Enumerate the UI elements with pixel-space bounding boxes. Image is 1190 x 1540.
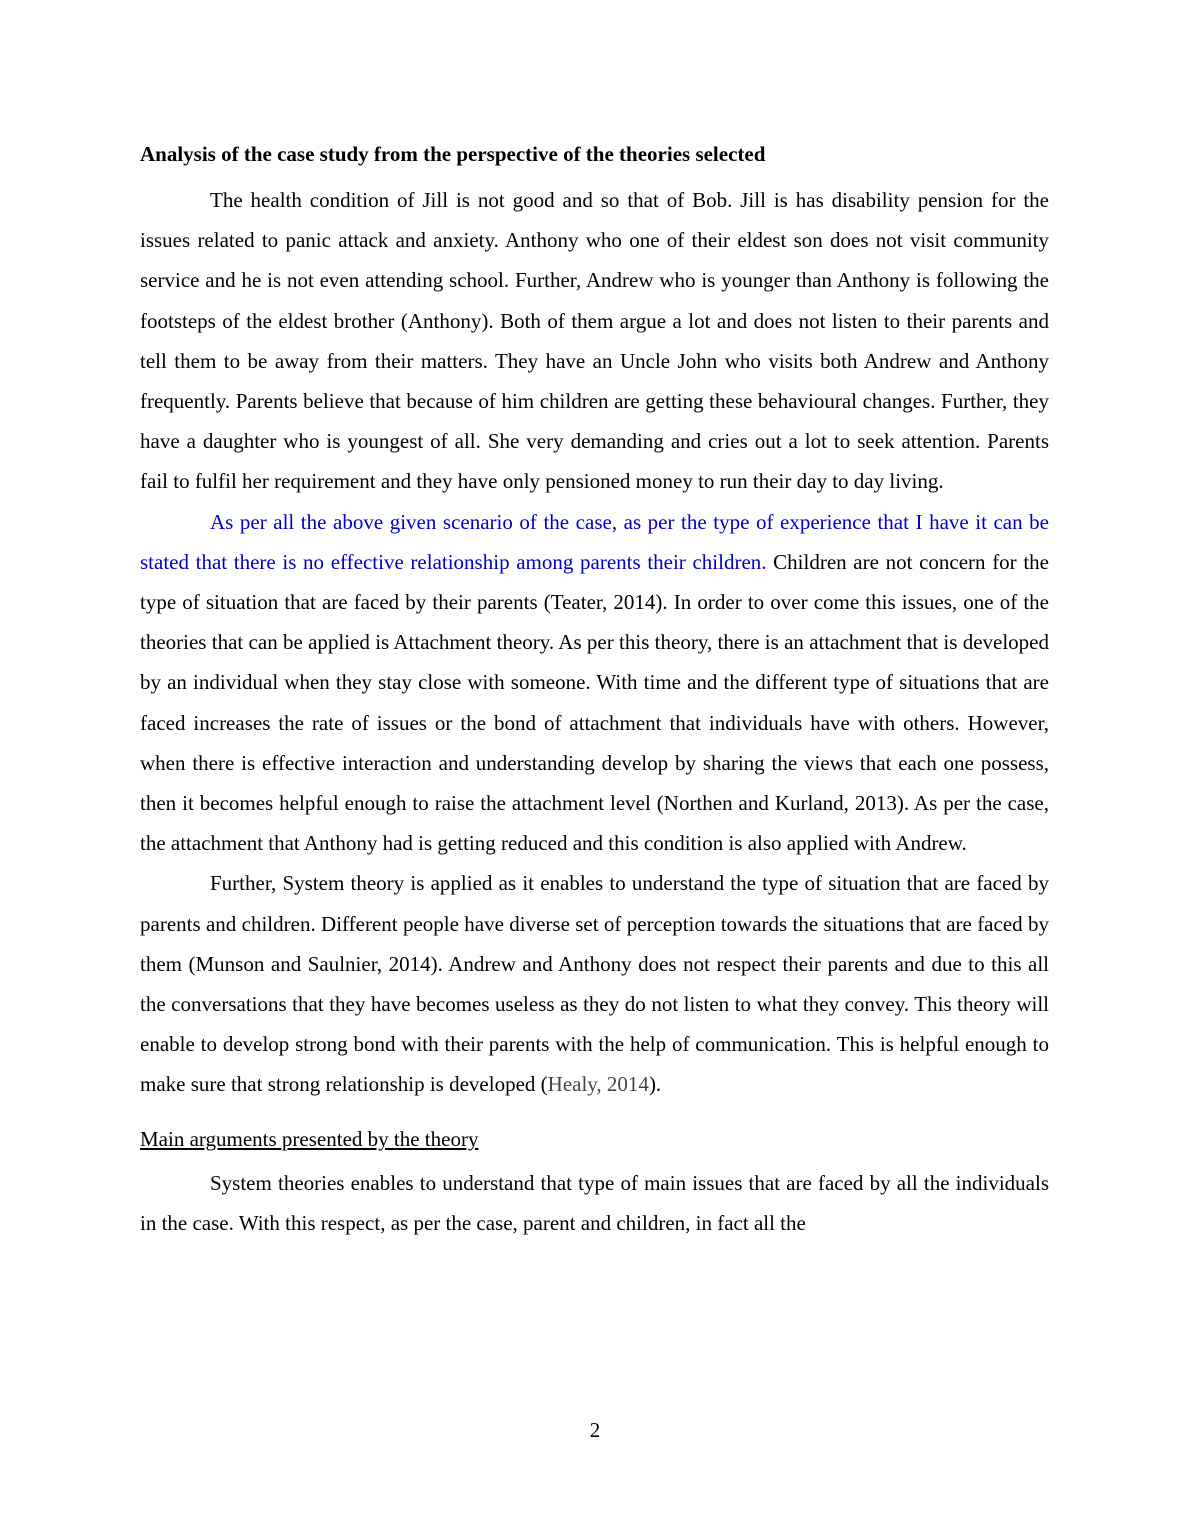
document-page [140, 140, 1049, 1243]
paragraph-system-theory [140, 863, 1049, 1104]
paragraph-case-summary: The health condition of Jill is not good and so that of Bob. Jill is has disability pension for the issues related to panic attack and anxiety. Anthony who one of their eldest son does not visit community service and he is not even attending school. Further, Andrew who is younger than Anthony is following the footsteps of the eldest brother (Anthony). Both of them argue a lot and does not listen to their parents and tell them to be away from their matters. They have an Uncle John who visits both Andrew and Anthony frequently. Parents believe that because of him children are getting these behavioural changes. Further, they have a daughter who is youngest of all. She very demanding and cries out a lot to seek attention. Parents fail to fulfil her requirement and they have only pensioned money to run their day to day living. [140, 188, 1049, 494]
page-number: 2 [589, 1418, 601, 1442]
section-heading: Analysis of the case study from the perspective of the theories selected [140, 142, 766, 166]
subsection-heading: Main arguments presented by the theory [140, 1126, 479, 1151]
highlighted-sentence: As per all the above given scenario of the case, as per the type of experience that I have it can be stated that there is no effective relationship among parents their children. [140, 509, 1049, 574]
paragraph-main-arguments: System theories enables to understand that type of main issues that are faced by all the individuals in the case. With this respect, as per the case, parent and children, in fact all the [140, 1170, 1049, 1235]
paragraph-attachment-theory [140, 502, 1049, 864]
paragraph-text: Further, System theory is applied as it enables to understand the type of situation that are faced by parents and children. Different people have diverse set of perception towards the situations that are faced by them (Munson and Saulnier, 2014). Andrew and Anthony does not respect their parents and due to this all the conversations that they have becomes useless as they do not listen to what they convey. This theory will enable to develop strong bond with their parents with the help of communication. This is helpful enough to make sure that strong relationship is developed ( [140, 871, 1049, 1097]
citation: Healy, 2014 [547, 1072, 649, 1097]
paragraph-text-end: ). [648, 1072, 662, 1097]
paragraph-text: Children are not concern for the type of situation that are faced by their parents (Teater, 2014). In order to over come this issues, one of the theories that can be applied is Attachment theory. As per this theory, there is an attachment that is developed by an individual when they stay close with someone. With time and the different type of situations that are faced increases the rate of issues or the bond of attachment that individuals have with others. However, when there is effective interaction and understanding develop by sharing the views that each one possess, then it becomes helpful enough to raise the attachment level (Northen and Kurland, 2013). As per the case, the attachment that Anthony had is getting reduced and this condition is also applied with Andrew. [140, 549, 1049, 856]
